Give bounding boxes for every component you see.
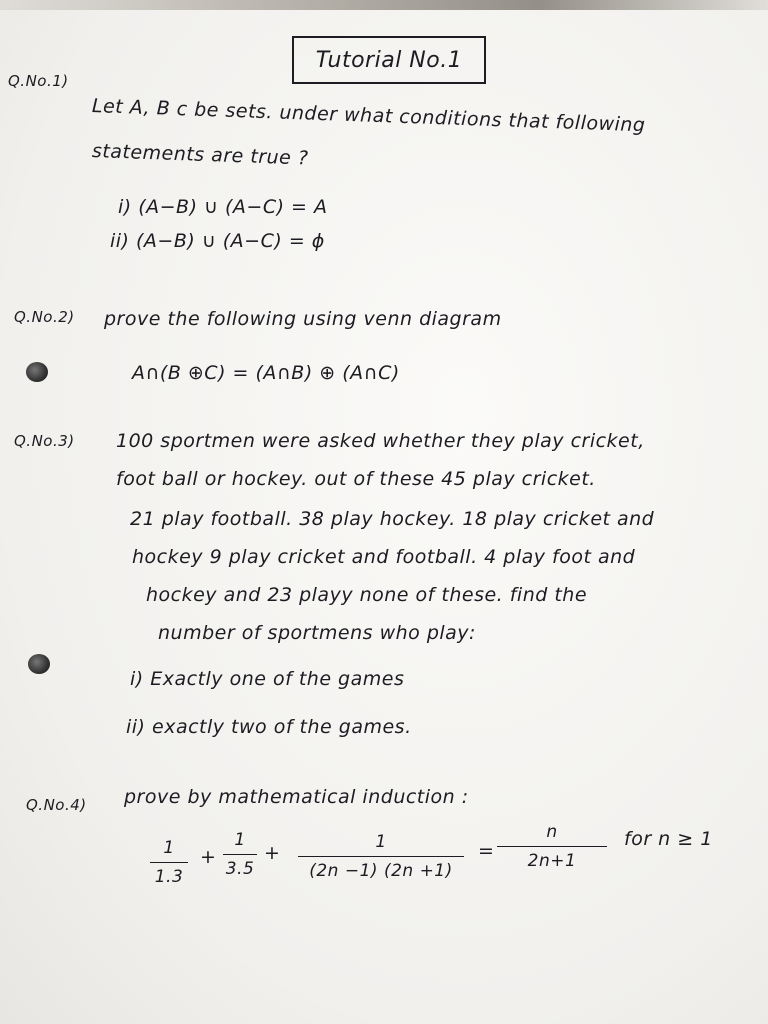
fraction-4-denominator: 2n+1 (527, 851, 577, 871)
fraction-1-denominator: 1.3 (154, 867, 184, 887)
q2-text: prove the following using venn diagram (104, 308, 502, 330)
plus-sign: + (200, 846, 217, 868)
q2-expression: A∩(B ⊕C) = (A∩B) ⊕ (A∩C) (132, 362, 400, 384)
equals-sign: = (478, 840, 495, 862)
fraction-3-denominator: (2n −1) (2n +1) (309, 861, 453, 881)
fraction-2 (216, 830, 264, 879)
q3-line3: 21 play football. 38 play hockey. 18 play cricket and (130, 508, 655, 530)
q3-line1: 100 sportmen were asked whether they play cricket, (116, 430, 645, 452)
bullet-marker (28, 654, 50, 674)
fraction-4 (494, 822, 610, 871)
page-top-edge (0, 0, 768, 10)
fraction-3 (296, 832, 466, 881)
q3-item1: i) Exactly one of the games (130, 668, 405, 690)
q4-number: Q.No.4) (26, 796, 87, 814)
q2-number: Q.No.2) (14, 308, 75, 326)
q3-line2: foot ball or hockey. out of these 45 play cricket. (116, 468, 596, 490)
q3-item2: ii) exactly two of the games. (126, 716, 412, 738)
fraction-bar (150, 862, 188, 863)
fraction-4-numerator: n (546, 822, 558, 842)
q3-line5: hockey and 23 playy none of these. find the (146, 584, 588, 606)
fraction-1-numerator: 1 (163, 838, 175, 858)
fraction-bar (223, 854, 257, 855)
bullet-marker (26, 362, 48, 382)
q1-line1: Let A, B c be sets. under what conditions that following (91, 95, 646, 137)
fraction-1 (148, 838, 190, 887)
q4-text: prove by mathematical induction : (124, 786, 469, 808)
q1-item1: i) (A−B) ∪ (A−C) = A (118, 196, 328, 218)
q3-line6: number of sportmens who play: (158, 622, 476, 644)
q4-condition: for n ≥ 1 (624, 828, 713, 850)
q3-number: Q.No.3) (14, 432, 75, 450)
q3-line4: hockey 9 play cricket and football. 4 play foot and (132, 546, 636, 568)
q1-item2: ii) (A−B) ∪ (A−C) = ϕ (110, 230, 325, 252)
q1-line2: statements are true ? (91, 140, 309, 170)
fraction-bar (497, 846, 607, 847)
plus-sign: + (264, 842, 281, 864)
fraction-3-numerator: 1 (375, 832, 387, 852)
fraction-bar (298, 856, 464, 857)
q1-number: Q.No.1) (8, 72, 69, 90)
page-title: Tutorial No.1 (292, 36, 486, 84)
fraction-2-numerator: 1 (234, 830, 246, 850)
fraction-2-denominator: 3.5 (225, 859, 255, 879)
